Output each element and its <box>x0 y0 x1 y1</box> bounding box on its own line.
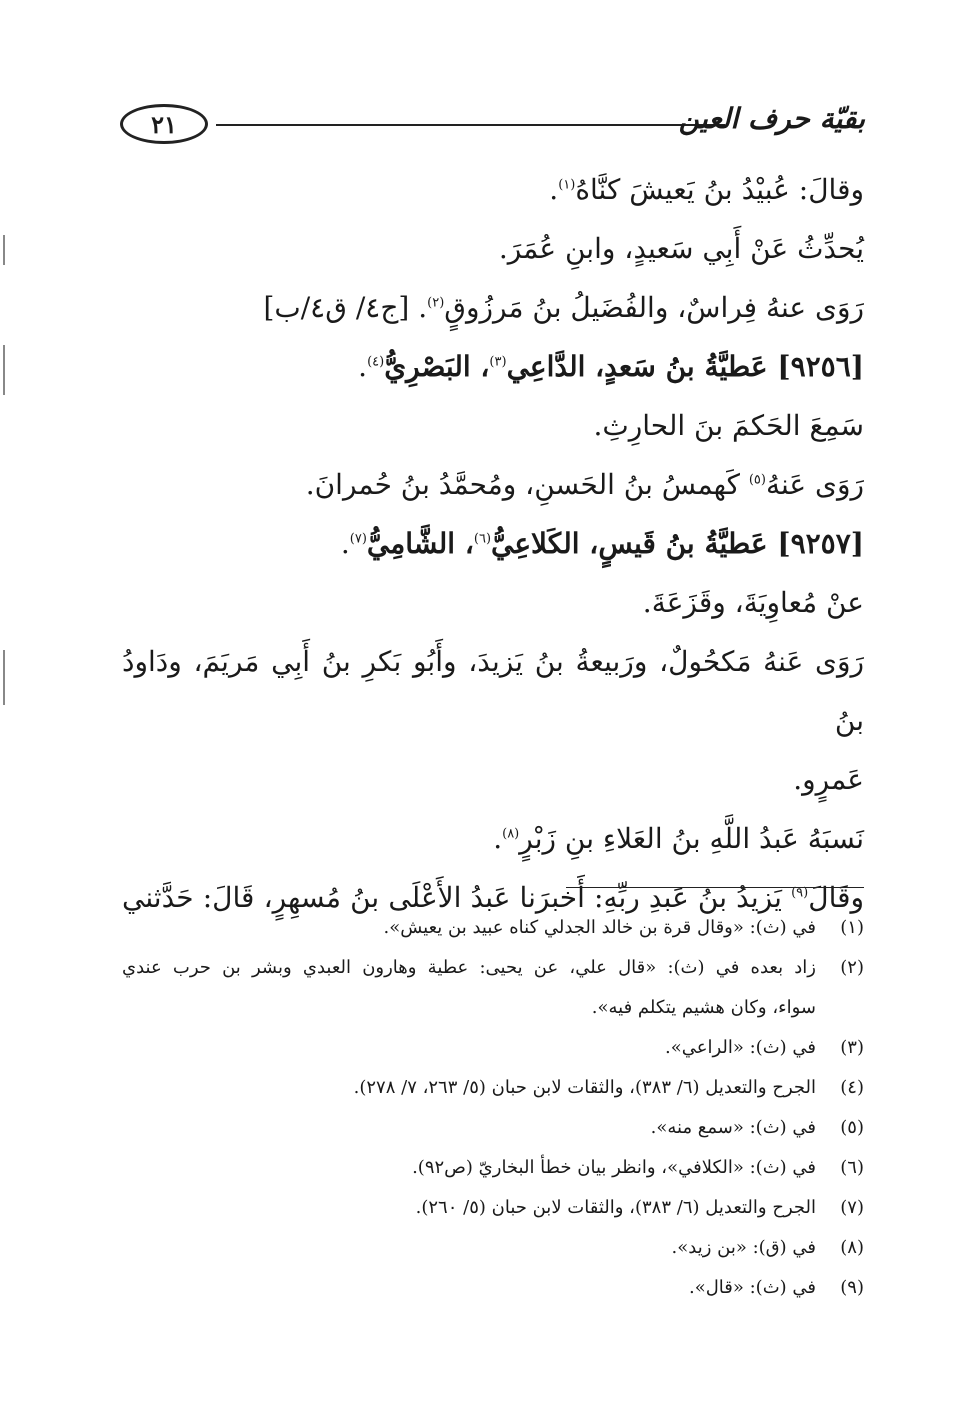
footnote-item <box>122 1108 864 1148</box>
footnote-item <box>122 1188 864 1228</box>
footnote-item <box>122 1028 864 1068</box>
text-line: وقَالَ$^{(٩)}$ يَزيدُ بنُ عَبدِ ربِّهِ: أَخبرَنا عَبدُ الأَعْلَى بنُ مُسهِرٍ، قَالَ: حَدَّثني <box>122 881 864 914</box>
footnote-number: (٧) <box>840 1197 864 1218</box>
footnote-text: في (ث): «سمع منه». <box>650 1117 816 1138</box>
scan-margin-mark <box>3 235 5 265</box>
page-number: ٢١ <box>120 104 208 144</box>
footnote-number: (٢) <box>840 957 864 978</box>
footnote-marker[interactable]: (١) <box>558 177 576 193</box>
footnote-number: (٩) <box>840 1277 864 1298</box>
footnote-text: في (ث): «وقال قرة بن خالد الجدلي كناه عبيد بن يعيش». <box>383 917 816 938</box>
footnote-marker[interactable]: (٣) <box>489 354 507 370</box>
scan-margin-mark <box>3 345 5 395</box>
footnote-item <box>122 1228 864 1268</box>
main-text <box>122 160 864 927</box>
footnote-text: الجرح والتعديل (٦/ ٣٨٣)، والثقات لابن حبان (٥/ ٢٦٣، ٧/ ٢٧٨). <box>353 1077 816 1098</box>
footnote-marker[interactable]: (٩) <box>791 885 809 901</box>
footnote-text: سواء، وكان هشيم يتكلم فيه». <box>591 997 816 1018</box>
footnote-continuation <box>122 988 864 1028</box>
header-rule <box>216 124 725 126</box>
footnote-item <box>122 908 864 948</box>
footnotes <box>122 908 864 1308</box>
footnote-item <box>122 948 864 988</box>
running-title: بقيّة حرف العين <box>678 102 865 135</box>
text-line: نَسبَهُ عَبدُ اللَّهِ بنُ العَلاءِ بنِ زَبْرٍ$^{(٨)}$. <box>493 822 864 855</box>
footnote-text: في (ث): «الراعي». <box>664 1037 816 1058</box>
page-header <box>120 100 865 154</box>
footnote-text: في (ث): «قال». <box>688 1277 816 1298</box>
footnote-marker[interactable]: (٤) <box>367 354 385 370</box>
text-line: وقالَ: عُبيْدُ بنُ يَعيشَ كنَّاهُ$^{(١)}$. <box>549 173 864 206</box>
footnote-number: (٤) <box>840 1077 864 1098</box>
footnote-number: (٨) <box>840 1237 864 1258</box>
text-line: رَوَى عنهُ فِراسٌ، والفُضَيلُ بنُ مَرزُوقٍ$^{(٢)}$. [ج٤/ ق٤/ب] <box>263 291 864 324</box>
scan-margin-mark <box>3 650 5 705</box>
footnote-number: (١) <box>840 917 864 938</box>
footnote-marker[interactable]: (٥) <box>748 472 766 488</box>
footnote-marker[interactable]: (٨) <box>502 826 520 842</box>
footnote-marker[interactable]: (٢) <box>427 295 445 311</box>
text-line: سَمِعَ الحَكمَ بنَ الحارِثِ. <box>593 409 864 442</box>
footnote-text: زاد بعده في (ث): «قال علي، عن يحيى: عطية وهارون العبدي وبشر بن حرب عندي <box>122 957 816 978</box>
footnote-separator <box>566 887 864 888</box>
text-line: عنْ مُعاوِيَةَ، وقَزَعَةَ. <box>642 586 864 619</box>
entry-heading: [٩٢٥٧] عَطيَّةُ بنُ قَيسٍ، الكَلاعِيُّ$^{(٦)}$، الشَّامِيُّ$^{(٧)}$. <box>340 527 864 560</box>
text-line: عَمرٍو. <box>793 763 864 796</box>
footnote-number: (٦) <box>840 1157 864 1178</box>
footnote-marker[interactable]: (٦) <box>473 531 492 547</box>
text-line: يُحدِّثُ عَنْ أَبِي سَعيدٍ، وابنِ عُمَرَ. <box>498 232 864 265</box>
footnote-number: (٣) <box>840 1037 864 1058</box>
footnote-text: في (ث): «الكلافي»، وانظر بيان خطأ البخاريّ (ص٩٢). <box>412 1157 816 1178</box>
entry-heading: [٩٢٥٦] عَطيَّةُ بنُ سَعدٍ، الدَّاعِي$^{(٣)}$، البَصْرِيُّ$^{(٤)}$. <box>358 350 864 383</box>
footnote-item <box>122 1268 864 1308</box>
footnote-number: (٥) <box>840 1117 864 1138</box>
text-line: رَوَى عَنهُ مَكحُولٌ، ورَبيعةُ بنُ يَزيدَ، وأَبُو بَكرِ بنُ أَبِي مَريَمَ، ودَاودُ بنُ <box>122 645 864 737</box>
footnote-text: الجرح والتعديل (٦/ ٣٨٣)، والثقات لابن حبان (٥/ ٢٦٠). <box>415 1197 816 1218</box>
manuscript-reference: . [ج٤/ ق٤/ب] <box>263 291 428 324</box>
footnote-text: في (ق): «بن زيد». <box>671 1237 816 1258</box>
footnote-marker[interactable]: (٧) <box>349 531 367 547</box>
footnote-item <box>122 1068 864 1108</box>
text-line: رَوَى عَنهُ$^{(٥)}$ كَهمسُ بنُ الحَسنِ، ومُحمَّدُ بنُ حُمرانَ. <box>305 468 864 501</box>
footnote-item <box>122 1148 864 1188</box>
